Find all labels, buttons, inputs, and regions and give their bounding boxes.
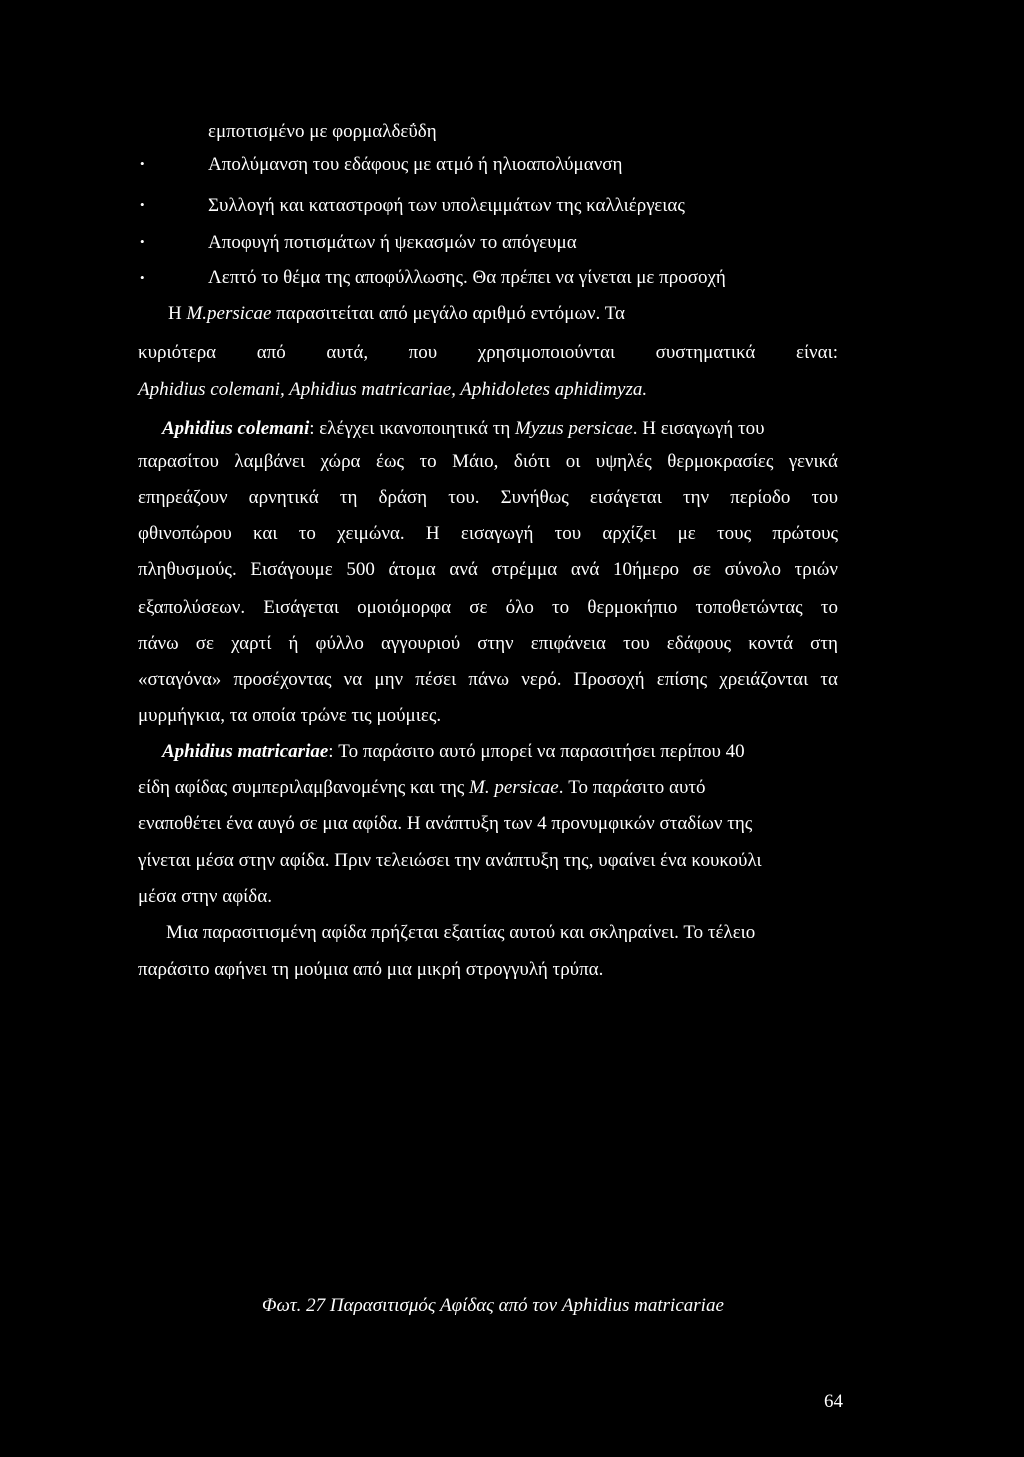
figure-caption: Φωτ. 27 Παρασιτισμός Αφίδας από τον Aphidius matricariae [262,1295,724,1316]
bullet-item: Συλλογή και καταστροφή των υπολειμμάτων της καλλιέργειας [208,195,685,216]
paragraph-line: πληθυσμούς. Εισάγουμε 500 άτομα ανά στρέμμα ανά 10ήμερο σε σύνολο τριών [138,559,838,580]
paragraph-line: μυρμήγκια, τα οποία τρώνε τις μούμιες. [138,705,442,726]
paragraph-line: κυριότερα από αυτά, που χρησιμοποιούνται συστηματικά είναι: [138,342,838,363]
paragraph-line: Η M.persicae παρασιτείται από μεγάλο αριθμό εντόμων. Τα [168,303,625,324]
bullet-marker: • [140,197,145,212]
species-list: Aphidius colemani, Aphidius matricariae, Aphidoletes aphidimyza. [138,379,648,400]
paragraph-line: είδη αφίδας συμπεριλαμβανομένης και της M. persicae. Το παράσιτο αυτό [138,777,706,798]
bullet-marker: • [140,270,145,285]
paragraph-line: εναποθέτει ένα αυγό σε μια αφίδα. Η ανάπτυξη των 4 προνυμφικών σταδίων της [138,813,753,834]
paragraph-line: Aphidius matricariae: Το παράσιτο αυτό μπορεί να παρασιτήσει περίπου 40 [162,741,745,762]
bullet-item: Αποφυγή ποτισμάτων ή ψεκασμών το απόγευμα [208,232,577,253]
continued-line: εμποτισμένο με φορμαλδεΰδη [208,121,437,142]
paragraph-line: επηρεάζουν αρνητικά τη δράση του. Συνήθως εισάγεται την περίοδο του [138,487,838,508]
paragraph-line: εξαπολύσεων. Εισάγεται ομοιόμορφα σε όλο το θερμοκήπιο τοποθετώντας το [138,597,838,618]
paragraph-line: μέσα στην αφίδα. [138,886,272,907]
paragraph-line: φθινοπώρου και το χειμώνα. Η εισαγωγή του αρχίζει με τους πρώτους [138,523,838,544]
paragraph-line: παράσιτο αφήνει τη μούμια από μια μικρή στρογγυλή τρύπα. [138,959,604,980]
bullet-item: Απολύμανση του εδάφους με ατμό ή ηλιοαπολύμανση [208,154,623,175]
bullet-item: Λεπτό το θέμα της αποφύλλωσης. Θα πρέπει να γίνεται με προσοχή [208,267,726,288]
bullet-marker: • [140,234,145,249]
bullet-marker: • [140,156,145,171]
paragraph-line: «σταγόνα» προσέχοντας να μην πέσει πάνω νερό. Προσοχή επίσης χρειάζονται τα [138,669,838,690]
paragraph-line: γίνεται μέσα στην αφίδα. Πριν τελειώσει την ανάπτυξη της, υφαίνει ένα κουκούλι [138,850,762,871]
paragraph-line: Aphidius colemani: ελέγχει ικανοποιητικά τη Myzus persicae. Η εισαγωγή του [162,418,765,439]
paragraph-line: Μια παρασιτισμένη αφίδα πρήζεται εξαιτίας αυτού και σκληραίνει. Το τέλειο [166,922,756,943]
page-number: 64 [824,1391,843,1412]
paragraph-line: παρασίτου λαμβάνει χώρα έως το Μάιο, διότι οι υψηλές θερμοκρασίες γενικά [138,451,838,472]
paragraph-line: πάνω σε χαρτί ή φύλλο αγγουριού στην επιφάνεια του εδάφους κοντά στη [138,633,838,654]
